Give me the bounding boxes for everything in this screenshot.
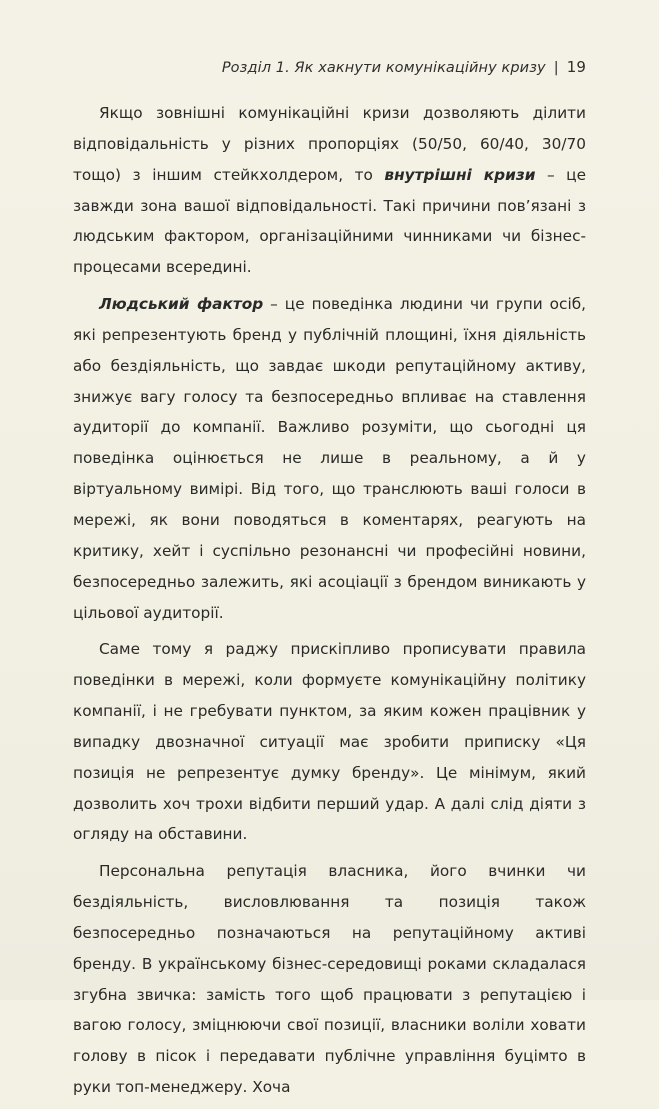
page-number: 19 — [566, 58, 586, 76]
body-text — [73, 98, 586, 1109]
chapter-title: Розділ 1. Як хакнути комунікаційну кризу — [221, 60, 546, 76]
emphasis-human-factor: Людський фактор — [99, 295, 264, 314]
paragraph — [73, 98, 586, 283]
paragraph — [73, 289, 586, 628]
emphasis-internal-crises: внутрішні кризи — [384, 165, 536, 184]
paragraph: Персональна репутація власника, його вчинки чи бездіяльність, висловлювання та позиція також безпосередньо позначаються на репутаційному активі бренду. В українському бізнес-середовищі роками складалася згубна звичка: замість того щоб працювати з репутацією і вагою голосу, зміцнюючи свої позиції, власники воліли ховати голову в пісок і передавати публічне управління буцімто в руки топ-менеджеру. Хоча — [73, 862, 586, 1097]
paragraph-text: Якщо зовнішні комунікаційні кризи дозволяють ділити відповідальність у різних пропорціях (50/50, 60/40, 30/70 тощо) з іншим стейкхолдером, то — [73, 104, 586, 184]
header-separator: | — [553, 60, 559, 76]
paragraph-text: – це поведінка людини чи групи осіб, які репрезентують бренд у публічній площині, їхня діяльність або бездіяльність, що завдає шкоди репутаційному активу, знижує вагу голосу та безпосередньо впливає на ставлення аудиторії до компанії. Важливо розуміти, що сьогодні ця поведінка оцінюється не лише в реальному, а й у віртуальному вимірі. Від того, що транслюють ваші голоси в мережі, як вони поводяться в коментарях, реагують на критику, хейт і суспільно резонансні чи професійні новини, безпосередньо залежить, які асоціації з брендом виникають у цільової аудиторії. — [73, 295, 586, 622]
paragraph-text: – це завжди зона вашої відповідальності. Такі причини пов’язані з людським фактором, організаційними чинниками чи бізнес-процесами всередині. — [73, 165, 586, 277]
running-head — [222, 58, 586, 76]
paragraph: Саме тому я раджу прискіпливо прописувати правила поведінки в мережі, коли формуєте комунікаційну політику компанії, і не гребувати пунктом, за яким кожен працівник у випадку двозначної ситуації має зробити приписку «Ця позиція не репрезентує думку бренду». Це мінімум, який дозволить хоч трохи відбити перший удар. А далі слід діяти з огляду на обставини. — [73, 640, 586, 844]
